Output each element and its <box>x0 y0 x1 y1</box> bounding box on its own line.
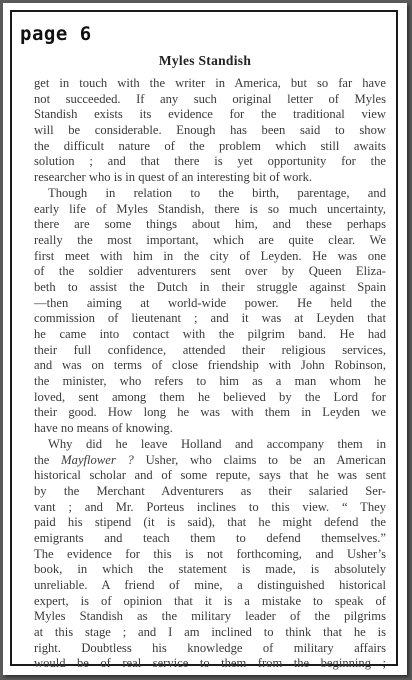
text-line: paid his stipend (it is said), that he might defend the <box>34 515 386 530</box>
text-line: the Mayflower ? Usher, who claims to be an American <box>34 452 386 467</box>
text-line: Standish exists its evidence for the traditional view <box>34 107 386 122</box>
body-text <box>34 76 386 672</box>
text-line: historical scholar and of some repute, says that he was sent <box>34 468 386 483</box>
text-line: the difficult nature of the problem which still awaits <box>34 138 386 153</box>
page-number: page 6 <box>20 23 92 45</box>
text-line: their good. How long he was with them in Leyden we <box>34 405 386 420</box>
text-line: there are some things about him, and these perhaps <box>34 217 386 232</box>
text-line: researcher who is in quest of an interesting bit of work. <box>34 170 313 185</box>
text-line: Myles Standish as the military leader of the pilgrims <box>34 609 386 624</box>
text-line: would be of real service to them from the beginning ; <box>34 656 386 671</box>
text-line: beth to assist the Dutch in their struggle against Spain <box>34 279 386 294</box>
text-line: and was on terms of close friendship with John Robinson, <box>34 358 386 373</box>
text-line: The evidence for this is not forthcoming, and Usher’s <box>34 546 386 561</box>
text-line: of the soldier adventurers sent over by Queen Eliza- <box>34 264 386 279</box>
text-line: solution ; and that there is yet opportunity for the <box>34 154 386 169</box>
text-line: have no means of knowing. <box>34 421 173 436</box>
text-line: the minister, who refers to him as a man whom he <box>34 374 386 389</box>
text-line: Though in relation to the birth, parentage, and <box>48 185 386 200</box>
text-line: at this stage ; and I am inclined to think that he is <box>34 625 386 640</box>
text-line: loved, sent among them he believed by the Lord for <box>34 389 386 404</box>
text-line: early life of Myles Standish, there is so much uncertainty, <box>34 201 386 216</box>
text-line: right. Doubtless his knowledge of military affairs <box>34 640 386 655</box>
text-line: Why did he leave Holland and accompany them in <box>48 436 386 451</box>
text-line: vant ; and Mr. Porteus inclines to this view. “ They <box>34 499 386 514</box>
text-line: emigrants and teach them to defend themselves.” <box>34 530 386 545</box>
text-line: their full confidence, attended their religious services, <box>34 342 386 357</box>
running-head: Myles Standish <box>158 53 252 68</box>
text-line: not succeeded. If any such original letter of Myles <box>34 91 386 106</box>
text-line: first meet with him in the city of Leyden. He was one <box>34 248 386 263</box>
text-line: —then aiming at world-wide power. He held the <box>34 295 386 310</box>
text-line: expert, is of opinion that it is a mistake to speak of <box>34 593 386 608</box>
text-line: book, in which the statement is made, is absolutely <box>34 562 386 577</box>
text-line: get in touch with the writer in America, but so far have <box>34 76 386 90</box>
text-line: by the Merchant Adventurers as their salaried Ser- <box>34 483 386 498</box>
text-line: unreliable. A friend of mine, a distinguished historical <box>34 578 386 592</box>
page-frame <box>3 3 407 675</box>
text-line: really the most important, which are quite clear. We <box>34 232 386 247</box>
text-line: will be considerable. Enough has been said to show <box>34 123 386 138</box>
text-line: he came into contact with the pilgrim band. He had <box>34 327 386 341</box>
text-line: commission of lieutenant ; and it was at Leyden that <box>34 311 386 326</box>
